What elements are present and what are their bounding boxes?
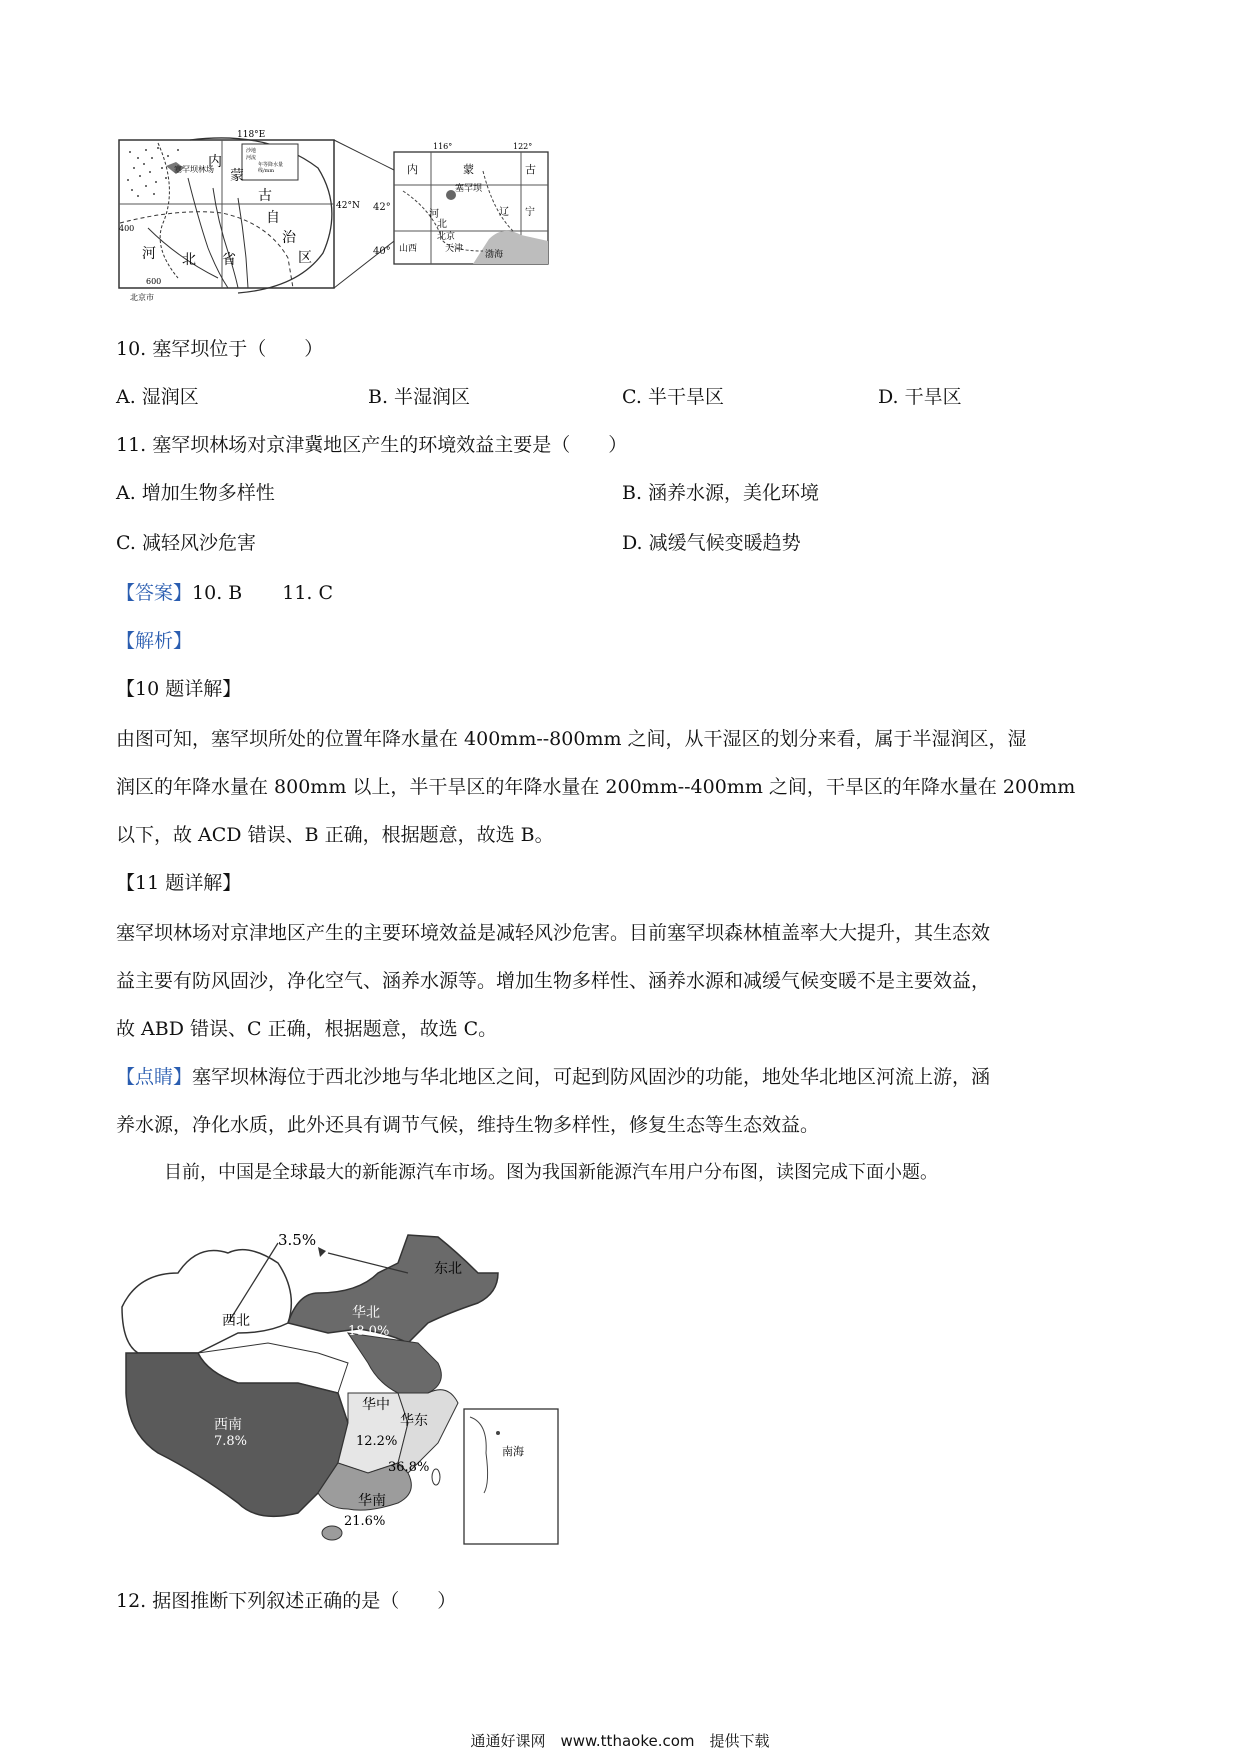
intro-text: 目前，中国是全球最大的新能源汽车市场。图为我国新能源汽车用户分布图，读图完成下面小题。: [164, 1162, 938, 1183]
svg-text:华北: 华北: [352, 1305, 380, 1321]
region-north-2: [348, 1333, 441, 1393]
note-line-2: 养水源，净化水质，此外还具有调节气候，维持生物多样性，修复生态等生态效益。: [116, 1114, 820, 1136]
svg-text:沙地: 沙地: [246, 148, 257, 154]
svg-text:600: 600: [146, 277, 162, 286]
svg-text:山西: 山西: [399, 244, 418, 254]
svg-text:河: 河: [142, 246, 156, 262]
svg-text:河流: 河流: [246, 155, 257, 161]
q10-option-c: C. 半干旱区: [622, 386, 724, 408]
svg-text:北: 北: [437, 219, 447, 230]
d11-line-2: 益主要有防风固沙，净化空气、涵养水源等。增加生物多样性、涵养水源和减缓气候变暖不是主要效益，: [116, 970, 991, 992]
footer-text: 通通好课网 www.tthaoke.com 提供下载: [470, 1732, 770, 1750]
svg-text:塞罕坝: 塞罕坝: [455, 184, 483, 194]
svg-text:辽: 辽: [499, 207, 509, 218]
svg-text:华南: 华南: [358, 1493, 386, 1509]
saihanba-inset-map: [393, 142, 549, 265]
q11-option-d: D. 减缓气候变暖趋势: [622, 532, 801, 554]
svg-text:18.0%: 18.0%: [348, 1324, 390, 1339]
svg-text:古: 古: [258, 188, 272, 204]
svg-text:宁: 宁: [525, 207, 535, 218]
q10-option-b: B. 半湿润区: [368, 386, 471, 408]
svg-text:华东: 华东: [400, 1413, 428, 1429]
note-label: 【点睛】: [116, 1066, 193, 1088]
q10-option-d: D. 干旱区: [878, 386, 962, 408]
nev-user-distribution-map: [118, 1233, 560, 1560]
svg-text:北京市: 北京市: [130, 293, 154, 302]
map1-lat-label: 42°N: [336, 201, 360, 211]
saihanba-label: 塞罕坝林场: [174, 165, 214, 174]
region-northwest: [122, 1250, 291, 1353]
svg-text:西北: 西北: [222, 1313, 250, 1329]
svg-text:北京: 北京: [437, 232, 456, 242]
svg-text:年等降水量: 年等降水量: [258, 162, 284, 168]
arrow-value: 3.5%: [278, 1231, 317, 1249]
q10-stem: 10. 塞罕坝位于（ ）: [116, 338, 324, 360]
answer-label: 【答案】: [116, 582, 193, 604]
svg-text:36.8%: 36.8%: [388, 1460, 430, 1475]
answer-11: 11. C: [282, 582, 334, 604]
inset-lat-40: 40°: [373, 246, 391, 257]
hainan-island: [322, 1526, 342, 1540]
svg-text:7.8%: 7.8%: [214, 1434, 248, 1449]
svg-text:南海: 南海: [502, 1445, 524, 1458]
q11-option-b: B. 涵养水源，美化环境: [622, 482, 820, 504]
q11-option-c: C. 减轻风沙危害: [116, 532, 256, 554]
svg-text:西南: 西南: [214, 1417, 242, 1433]
svg-text:区: 区: [298, 250, 312, 266]
svg-text:古: 古: [525, 163, 536, 176]
svg-text:内: 内: [407, 163, 418, 176]
svg-text:内: 内: [208, 154, 222, 170]
answer-10: 10. B: [192, 582, 243, 604]
svg-text:线/mm: 线/mm: [258, 168, 275, 174]
d10-line-2: 润区的年降水量在 800mm 以上，半干旱区的年降水量在 200mm--400mm 之间，干旱区的年降水量在 200mm: [116, 776, 1076, 798]
south-sea-inset: [464, 1409, 558, 1544]
svg-text:122°: 122°: [513, 142, 533, 151]
svg-text:华中: 华中: [362, 1397, 390, 1413]
svg-text:蒙: 蒙: [463, 163, 474, 176]
svg-text:东北: 东北: [434, 1261, 462, 1277]
d11-line-1: 塞罕坝林场对京津地区产生的主要环境效益是减轻风沙危害。目前塞罕坝森林植盖率大大提升，其生态效: [116, 922, 991, 944]
note-line-1: 【点睛】塞罕坝林海位于西北沙地与华北地区之间，可起到防风固沙的功能，地处华北地区河流上游，涵: [116, 1066, 991, 1088]
svg-text:渤海: 渤海: [485, 250, 504, 260]
svg-text:省: 省: [222, 252, 236, 268]
svg-text:河: 河: [429, 209, 439, 220]
inset-lat-42: 42°: [373, 202, 391, 213]
taiwan-island: [432, 1469, 440, 1485]
q11-stem: 11. 塞罕坝林场对京津冀地区产生的环境效益主要是（ ）: [116, 434, 628, 456]
svg-text:天津: 天津: [445, 244, 464, 254]
d10-title: 【10 题详解】: [116, 678, 242, 700]
q11-option-a: A. 增加生物多样性: [116, 482, 275, 504]
svg-text:21.6%: 21.6%: [344, 1514, 386, 1529]
svg-text:蒙: 蒙: [230, 168, 244, 184]
svg-text:116°: 116°: [433, 142, 453, 151]
d11-line-3: 故 ABD 错误、C 正确，根据题意，故选 C。: [116, 1018, 498, 1040]
analysis-label: 【解析】: [116, 630, 193, 652]
answer-line: [116, 580, 333, 606]
svg-text:自: 自: [266, 210, 280, 226]
d10-line-3: 以下，故 ACD 错误、B 正确，根据题意，故选 B。: [116, 824, 554, 846]
svg-text:400: 400: [119, 224, 135, 233]
d11-title: 【11 题详解】: [116, 872, 242, 894]
q10-option-a: A. 湿润区: [116, 386, 199, 408]
svg-text:北: 北: [182, 252, 196, 268]
q12-stem: 12. 据图推断下列叙述正确的是（ ）: [116, 1590, 457, 1612]
d10-line-1: 由图可知，塞罕坝所处的位置年降水量在 400mm--800mm 之间，从干湿区的划分来看，属于半湿润区，湿: [116, 728, 1027, 750]
map1-lon-label: 118°E: [237, 130, 266, 140]
svg-text:12.2%: 12.2%: [356, 1434, 398, 1449]
svg-text:治: 治: [282, 230, 296, 246]
